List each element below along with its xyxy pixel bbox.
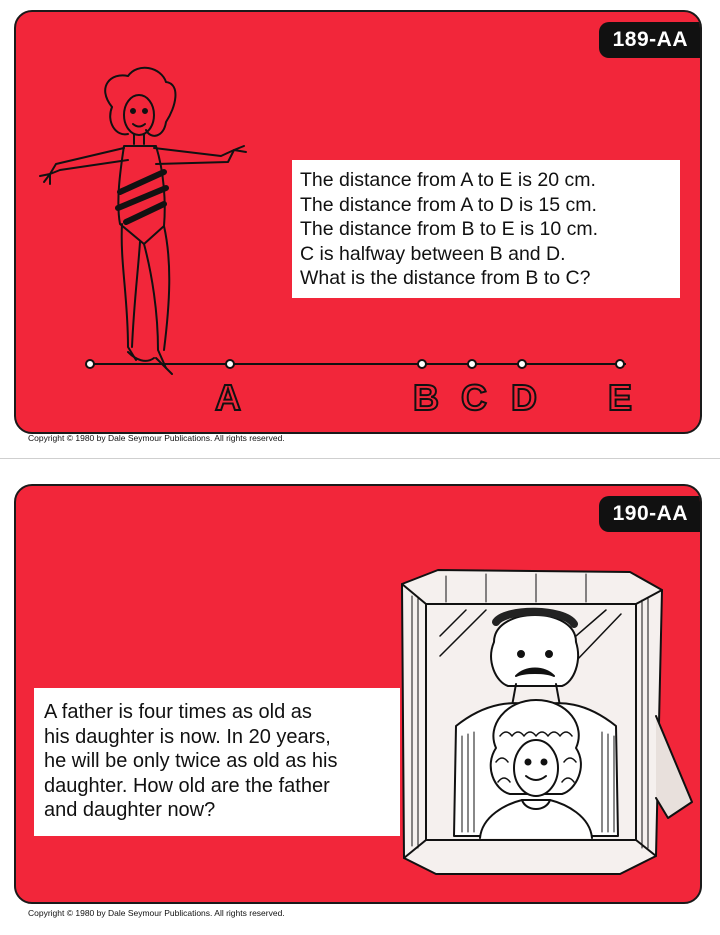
question-line: C is halfway between B and D.	[300, 242, 566, 265]
question-line: The distance from A to D is 15 cm.	[300, 193, 597, 216]
page-divider	[0, 458, 720, 459]
question-line: and daughter now?	[44, 799, 216, 821]
copyright-notice: Copyright © 1980 by Dale Seymour Publications. All rights reserved.	[28, 433, 285, 443]
question-line: daughter. How old are the father	[44, 774, 330, 797]
copyright-notice: Copyright © 1980 by Dale Seymour Publications. All rights reserved.	[28, 908, 285, 918]
problem-card-190	[14, 484, 702, 904]
point-label-e: E	[607, 377, 633, 418]
question-line: The distance from A to E is 20 cm.	[300, 169, 596, 191]
question-box	[34, 688, 400, 836]
card-id-badge: 189-AA	[599, 22, 700, 58]
point-label-a: A	[215, 377, 241, 418]
question-line: A father is four times as old as	[44, 701, 312, 723]
question-line: his daughter is now. In 20 years,	[44, 725, 331, 748]
point-label-d: D	[511, 377, 537, 418]
point-label-b: B	[413, 377, 439, 418]
question-line: he will be only twice as old as his	[44, 750, 338, 772]
problem-card-189	[14, 10, 702, 434]
question-box	[292, 160, 680, 298]
point-label-c: C	[461, 377, 487, 418]
question-line: The distance from B to E is 10 cm.	[300, 218, 599, 240]
question-line: What is the distance from B to C?	[300, 267, 591, 289]
card-id-badge: 190-AA	[599, 496, 700, 532]
